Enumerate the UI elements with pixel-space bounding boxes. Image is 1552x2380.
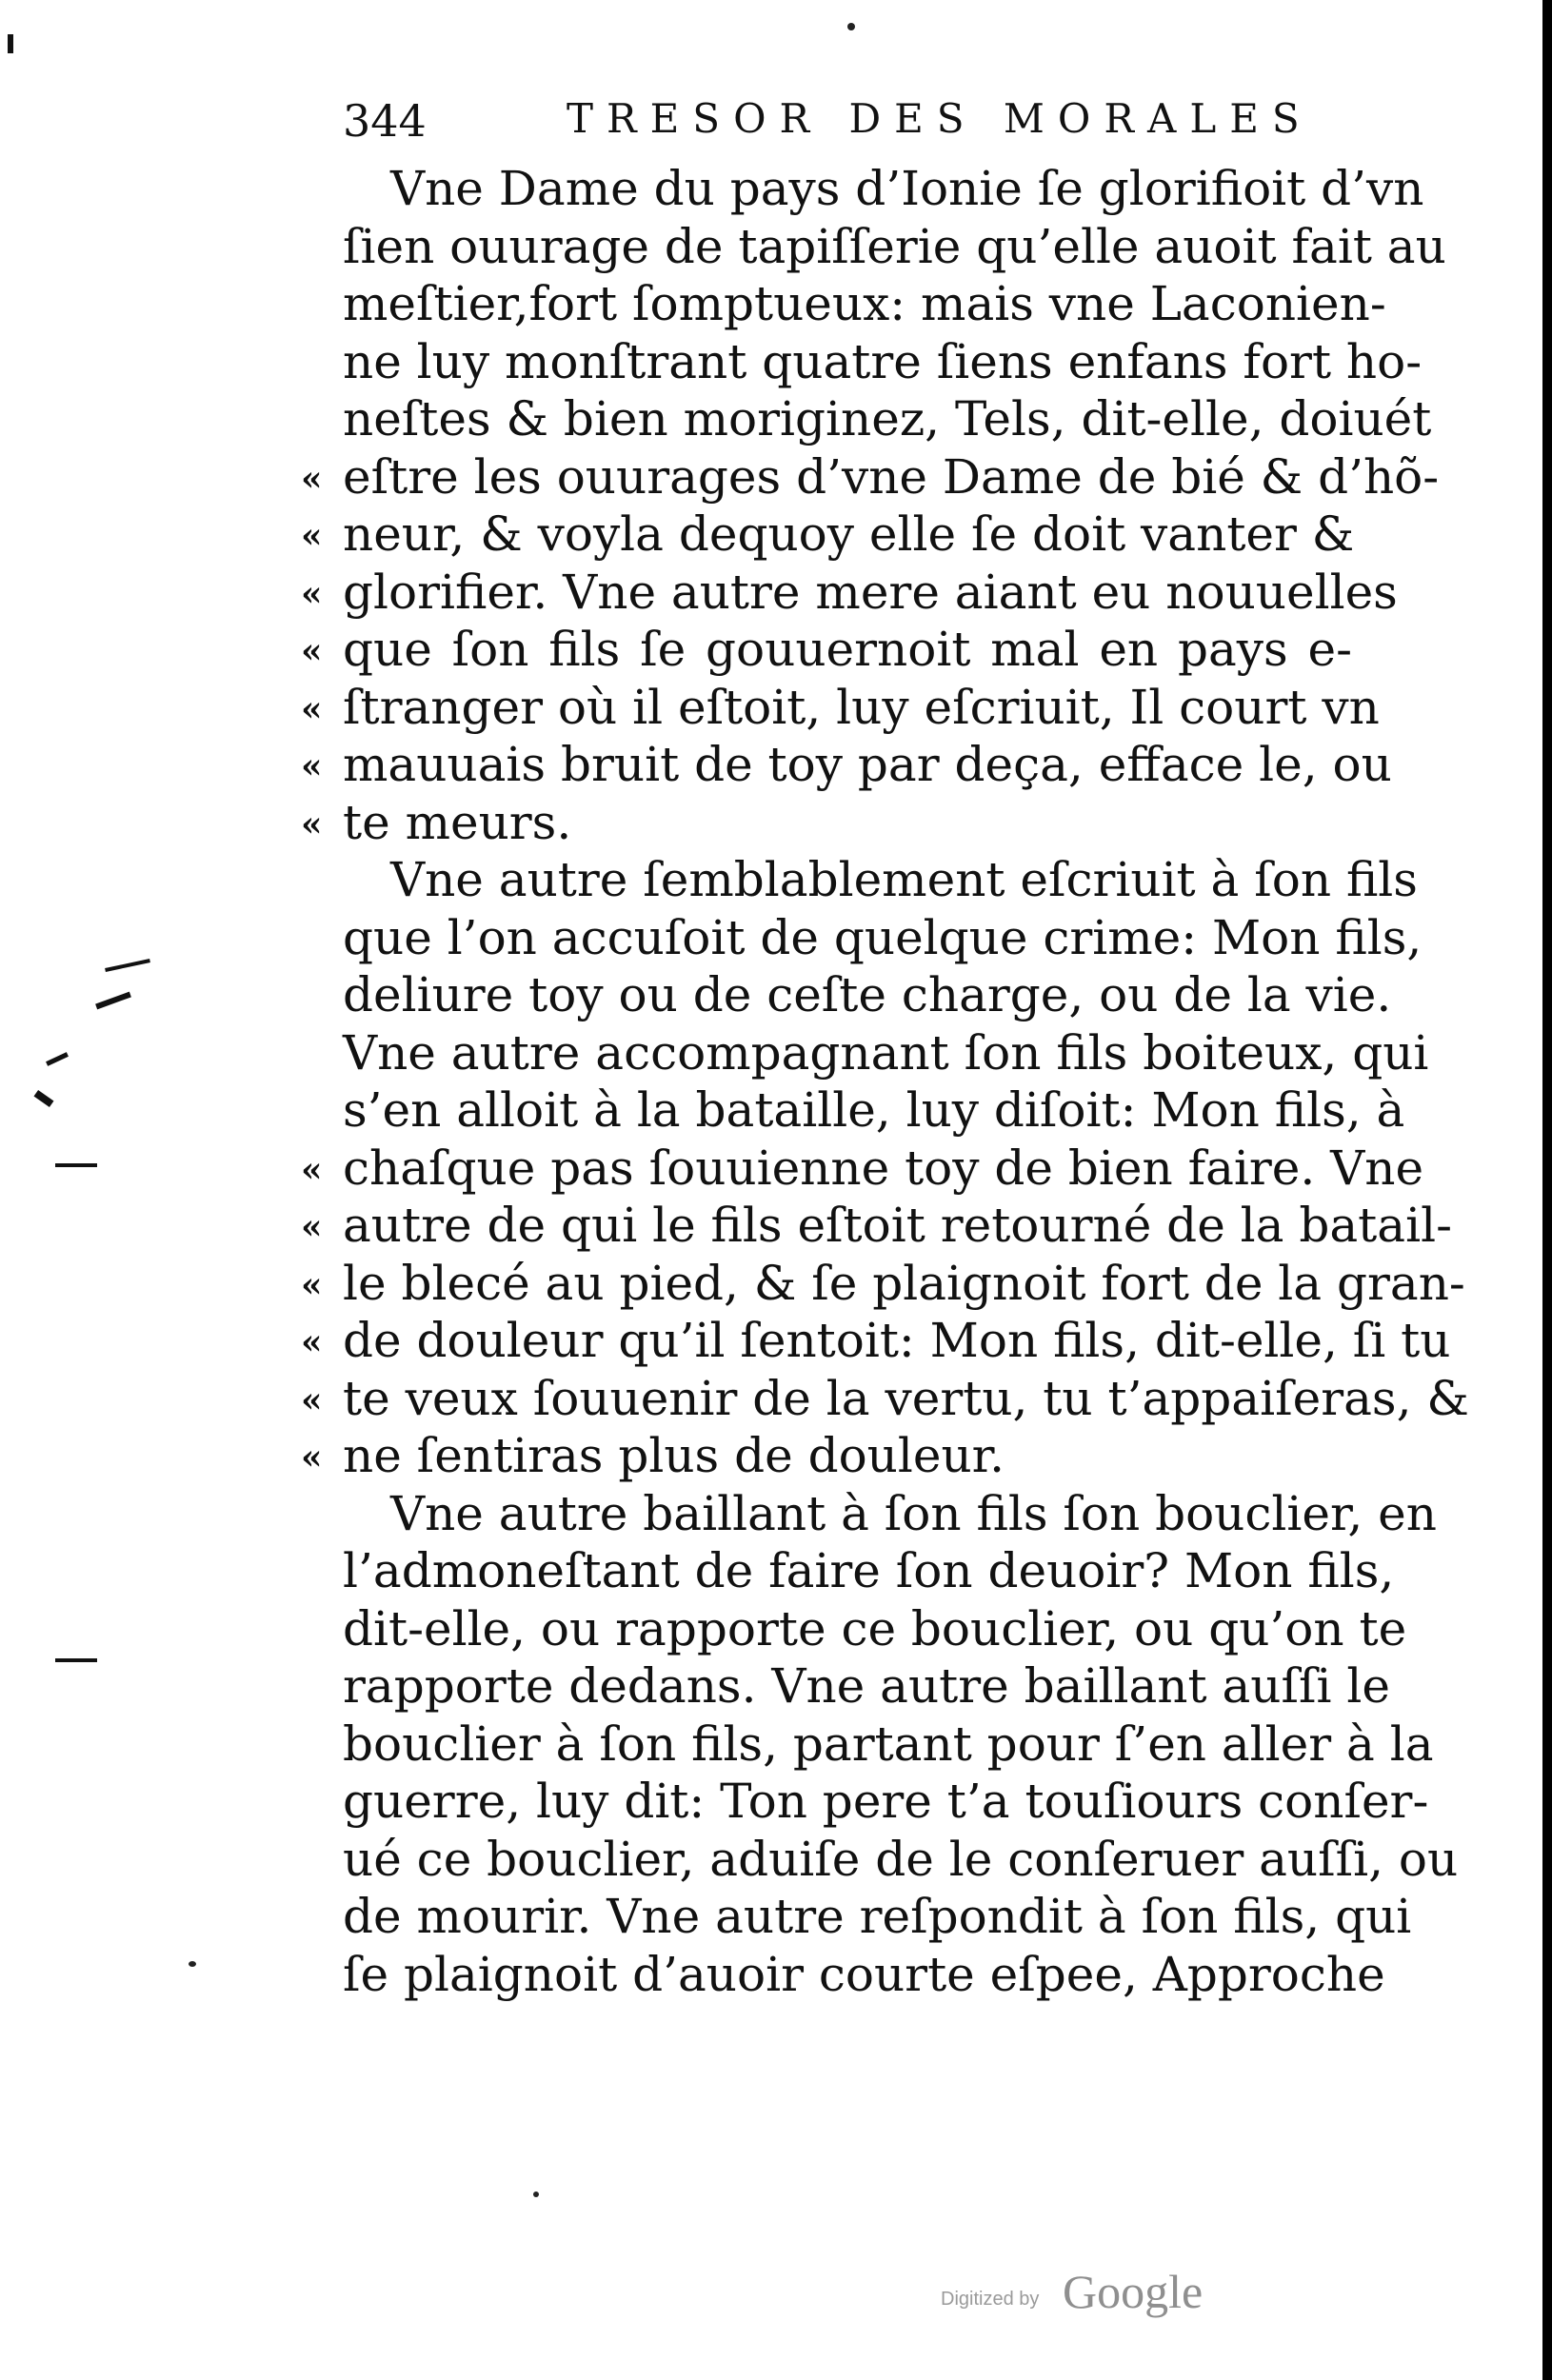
- line-text: s’en alloit à la bataille, luy diſoit: Mon fils, à: [343, 1082, 1405, 1138]
- line-text: dit-elle, ou rapporte ce bouclier, ou qu’on te: [343, 1600, 1407, 1656]
- text-line: [343, 1081, 1405, 1140]
- marginal-quote-mark: «: [301, 458, 323, 499]
- marginal-quote-mark: «: [301, 1207, 323, 1247]
- text-line: [343, 909, 1423, 967]
- text-line: [343, 1542, 1395, 1600]
- line-text: mauuais bruit de toy par deça, efface le, ou: [343, 737, 1392, 792]
- margin-mark: [34, 1090, 54, 1107]
- text-line: [301, 621, 1352, 679]
- text-line: [301, 1140, 1424, 1198]
- text-line: [343, 1600, 1407, 1658]
- margin-mark: [8, 34, 13, 53]
- marginal-quote-mark: «: [301, 1149, 323, 1190]
- line-text: Vne autre accompagnant ſon fils boiteux, qui: [343, 1024, 1429, 1081]
- text-line: [301, 794, 1352, 852]
- scan-speck: [533, 2192, 539, 2197]
- line-text: ſien ouurage de tapiſſerie qu’elle auoit fait au: [343, 218, 1446, 274]
- marginal-quote-mark: «: [301, 573, 323, 614]
- scan-speck: [847, 23, 855, 30]
- text-line: [301, 1197, 1452, 1255]
- margin-mark: [46, 1052, 69, 1066]
- text-line: [343, 390, 1432, 448]
- text-line: [343, 1946, 1385, 2004]
- text-line: [343, 1831, 1459, 1889]
- line-text: rapporte dedans. Vne autre baillant auſſi le: [343, 1658, 1390, 1714]
- marginal-quote-mark: «: [301, 1264, 323, 1305]
- text-line: [301, 506, 1355, 564]
- text-line: [301, 1255, 1465, 1313]
- digitized-label: Digitized by: [941, 2289, 1040, 2310]
- text-line: [343, 275, 1386, 333]
- running-title: TRESOR DES MORALES: [567, 95, 1313, 142]
- text-line: [343, 1773, 1429, 1831]
- line-text: autre de qui le fils eſtoit retourné de la batail-: [343, 1198, 1452, 1253]
- marginal-quote-mark: «: [301, 516, 323, 556]
- line-text: ué ce bouclier, aduiſe de le conſeruer auſſi, ou: [343, 1831, 1459, 1887]
- text-line: [343, 1024, 1429, 1082]
- text-line: [343, 851, 1418, 909]
- page-edge-shadow: [1542, 0, 1552, 2380]
- line-text: neſtes & bien moriginez, Tels, dit-elle, doiuét: [343, 391, 1432, 446]
- margin-mark: [55, 1658, 97, 1662]
- line-text: le blecé au pied, & ſe plaignoit fort de la gran-: [343, 1255, 1465, 1311]
- scan-speck: [189, 1961, 196, 1967]
- line-text: que ſon fils ſe gouuernoit mal en pays e-: [343, 622, 1352, 677]
- marginal-quote-mark: «: [301, 803, 323, 844]
- text-line: [343, 966, 1392, 1024]
- line-text: que l’on accuſoit de quelque crime: Mon fils,: [343, 909, 1423, 965]
- body-text: [301, 160, 1469, 2003]
- text-line: [301, 1312, 1451, 1370]
- line-text: deliure toy ou de ceſte charge, ou de la vie.: [343, 967, 1392, 1022]
- line-text: eſtre les ouurages d’vne Dame de bié & d’hõ-: [343, 448, 1440, 505]
- page-header: [343, 95, 1352, 162]
- text-line: [343, 218, 1446, 276]
- marginal-quote-mark: «: [301, 631, 323, 671]
- marginal-quote-mark: «: [301, 746, 323, 786]
- text-line: [301, 448, 1440, 506]
- margin-mark: [95, 992, 131, 1010]
- line-text: chaſque pas ſouuienne toy de bien faire. Vne: [343, 1140, 1424, 1196]
- marginal-quote-mark: «: [301, 1322, 323, 1362]
- marginal-quote-mark: «: [301, 688, 323, 729]
- text-line: [343, 1657, 1390, 1716]
- text-line: [343, 1716, 1434, 1774]
- line-text: Vne autre baillant à ſon fils ſon bouclier, en: [390, 1485, 1437, 1541]
- marginal-quote-mark: «: [301, 1379, 323, 1420]
- line-text: ſtranger où il eſtoit, luy eſcriuit, Il court vn: [343, 679, 1380, 735]
- text-line: [301, 736, 1392, 794]
- text-line: [301, 679, 1380, 737]
- line-text: de mourir. Vne autre reſpondit à ſon fils, qui: [343, 1889, 1412, 1944]
- margin-mark: [55, 1163, 97, 1167]
- line-text: Vne autre ſemblablement eſcriuit à ſon fils: [390, 852, 1418, 907]
- marginal-quote-mark: «: [301, 1438, 323, 1478]
- line-text: glorifier. Vne autre mere aiant eu nouuelles: [343, 564, 1398, 620]
- line-text: l’admoneſtant de faire ſon deuoir? Mon fils,: [343, 1543, 1395, 1598]
- margin-mark: [105, 959, 150, 972]
- line-text: Vne Dame du pays d’Ionie ſe glorifioit d’vn: [390, 161, 1424, 216]
- line-text: ne ſentiras plus de douleur.: [343, 1428, 1005, 1483]
- text-line: [301, 564, 1398, 622]
- text-line: [343, 1485, 1437, 1543]
- text-line: [301, 1370, 1469, 1428]
- google-logo: Google: [1063, 2265, 1204, 2318]
- line-text: ne luy monſtrant quatre ſiens enfans fort ho-: [343, 333, 1423, 389]
- line-text: te meurs.: [343, 794, 572, 850]
- page-number: 344: [343, 95, 427, 147]
- digitization-watermark: [941, 2264, 1283, 2321]
- text-line: [343, 1888, 1412, 1946]
- line-text: guerre, luy dit: Ton pere t’a touſiours conſer-: [343, 1774, 1429, 1829]
- line-text: neur, & voyla dequoy elle ſe doit vanter &: [343, 506, 1355, 562]
- text-line: [301, 1427, 1352, 1485]
- line-text: bouclier à ſon fils, partant pour ſ’en aller à la: [343, 1716, 1434, 1772]
- line-text: te veux ſouuenir de la vertu, tu t’appaiſeras, &: [343, 1370, 1469, 1426]
- line-text: ſe plaignoit d’auoir courte eſpee, Approche: [343, 1946, 1385, 2002]
- text-line: [343, 160, 1424, 218]
- line-text: de douleur qu’il ſentoit: Mon fils, dit-elle, ſi tu: [343, 1313, 1451, 1368]
- text-line: [343, 333, 1423, 391]
- line-text: meſtier,fort ſomptueux: mais vne Laconien-: [343, 276, 1386, 331]
